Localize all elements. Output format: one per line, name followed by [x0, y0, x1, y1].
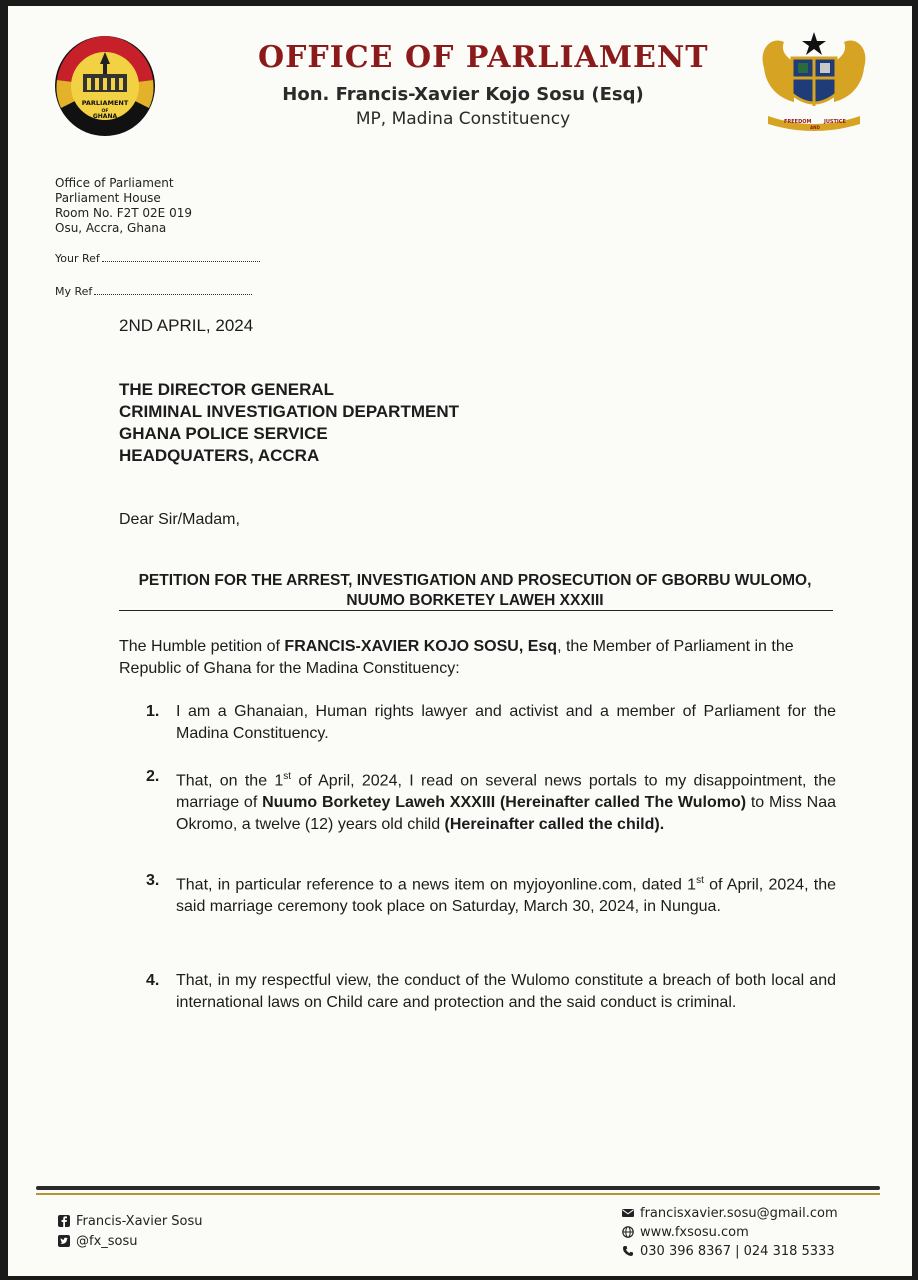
svg-text:GHANA: GHANA — [92, 113, 118, 120]
superscript: st — [283, 771, 292, 782]
paragraph-number: 3. — [146, 872, 160, 889]
intro-paragraph — [119, 636, 831, 680]
recipient-line: THE DIRECTOR GENERAL — [119, 380, 335, 399]
parliament-seal-icon — [53, 34, 157, 138]
twitter-icon — [58, 1235, 70, 1247]
svg-text:OF: OF — [101, 109, 109, 114]
address-line: Office of Parliament — [55, 176, 174, 190]
your-ref-field — [102, 251, 260, 262]
numbered-paragraph — [146, 970, 836, 1014]
letter-page — [8, 6, 912, 1276]
subject-heading: PETITION FOR THE ARREST, INVESTIGATION AND PROSECUTION OF GBORBU WULOMO, NUUMO BORKETEY LAWEH XXXIII — [138, 572, 812, 609]
mp-name: Hon. Francis-Xavier Kojo Sosu (Esq) — [282, 84, 644, 105]
your-ref-label: Your Ref — [55, 252, 100, 265]
letter-date: 2ND APRIL, 2024 — [119, 316, 254, 335]
text-run: of April, 2024, the said marriage ceremony took place on Saturday, March 30, 2024, in Nungua. — [176, 876, 836, 916]
email-address: francisxavier.sosu@gmail.com — [640, 1206, 838, 1221]
footer-twitter — [58, 1234, 138, 1249]
mail-icon — [622, 1207, 634, 1219]
facebook-handle: Francis-Xavier Sosu — [76, 1214, 203, 1229]
twitter-handle: @fx_sosu — [76, 1234, 138, 1249]
my-ref-label: My Ref — [55, 285, 93, 298]
footer-phone — [622, 1244, 835, 1259]
your-ref — [55, 251, 260, 265]
paragraph-text: That, in my respectful view, the conduct of the Wulomo constitute a breach of both local and international laws on Child care and protection and the said conduct is criminal. — [176, 972, 836, 1011]
footer-rule-gold — [36, 1193, 880, 1195]
paragraph-number: 2. — [146, 768, 160, 785]
my-ref-field — [94, 284, 252, 295]
salutation: Dear Sir/Madam, — [119, 511, 240, 528]
my-ref — [55, 284, 252, 298]
paragraph-text — [176, 870, 836, 918]
numbered-paragraph — [146, 870, 836, 918]
paragraph-text: I am a Ghanaian, Human rights lawyer and activist and a member of Parliament for the Madina Constituency. — [176, 703, 836, 742]
petitioner-name: FRANCIS-XAVIER KOJO SOSU, Esq — [284, 638, 558, 655]
facebook-icon — [58, 1215, 70, 1227]
bold-text: Nuumo Borketey Laweh XXXIII (Hereinafter called The Wulomo) — [262, 794, 747, 812]
svg-text:JUSTICE: JUSTICE — [824, 119, 846, 125]
paragraph-number: 4. — [146, 972, 160, 989]
text-run: of April, 2024, I read on several news portals to my disappointment, the marriage of — [176, 772, 836, 812]
address-line: Room No. F2T 02E 019 — [55, 206, 192, 220]
text-run: That, on the 1 — [176, 772, 284, 790]
phone-numbers: 030 396 8367 | 024 318 5333 — [640, 1244, 835, 1259]
globe-icon — [622, 1226, 634, 1238]
text-run: That, in particular reference to a news item on myjoyonline.com, dated 1 — [176, 876, 697, 894]
address-line: Parliament House — [55, 191, 161, 205]
footer-rule — [36, 1186, 880, 1190]
svg-text:FREEDOM: FREEDOM — [784, 119, 812, 125]
paragraph-number: 1. — [146, 703, 160, 720]
footer-email — [622, 1206, 838, 1221]
phone-icon — [622, 1245, 634, 1257]
svg-text:PARLIAMENT: PARLIAMENT — [81, 99, 129, 107]
recipient-line: CRIMINAL INVESTIGATION DEPARTMENT — [119, 402, 459, 421]
numbered-paragraph — [146, 766, 836, 836]
footer-website — [622, 1225, 749, 1240]
intro-text: The Humble petition of — [119, 638, 285, 655]
numbered-paragraph — [146, 701, 836, 745]
website-url: www.fxsosu.com — [640, 1225, 749, 1240]
footer-facebook — [58, 1214, 203, 1229]
mp-constituency: MP, Madina Constituency — [355, 109, 571, 129]
superscript: st — [696, 875, 704, 886]
address-line: Osu, Accra, Ghana — [55, 221, 167, 235]
svg-text:AND: AND — [810, 125, 820, 130]
coat-of-arms-icon — [754, 28, 874, 136]
recipient-line: GHANA POLICE SERVICE — [119, 424, 328, 443]
text-run: to Miss Naa Okromo, a twelve (12) years old child — [176, 794, 836, 834]
recipient-line: HEADQUATERS, ACCRA — [119, 446, 320, 465]
office-title: OFFICE OF PARLIAMENT — [258, 40, 709, 75]
bold-text: (Hereinafter called the child). — [444, 816, 665, 834]
paragraph-text — [176, 766, 836, 836]
intro-text: , the Member of Parliament in the Republic of Ghana for the Madina Constituency: — [119, 638, 794, 677]
subject-underline — [119, 610, 833, 611]
